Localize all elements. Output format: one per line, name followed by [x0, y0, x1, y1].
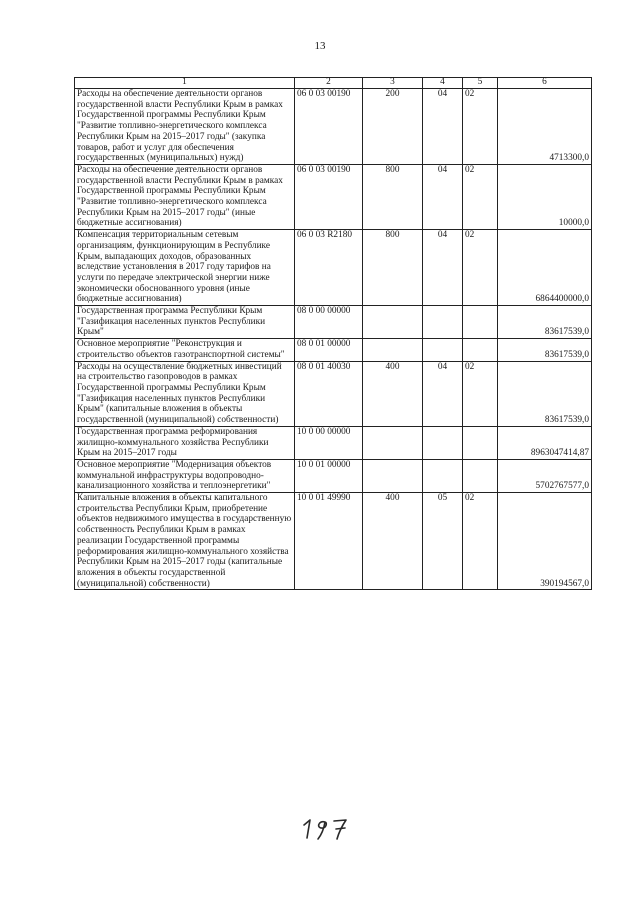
subsection-cell: 02 — [463, 230, 498, 306]
expense-name-cell: Основное мероприятие "Модернизация объектов коммунальной инфраструктуры водопроводно-канализационного хозяйства и теплоэнергетики" — [75, 459, 295, 492]
column-header: 5 — [463, 78, 498, 89]
target-code-cell: 08 0 00 00000 — [295, 306, 363, 339]
subsection-cell: 02 — [463, 89, 498, 165]
expense-name-cell: Капитальные вложения в объекты капитального строительства Республики Крым, приобретение объектов недвижимого имущества в государственную собственность Республики Крым в рамках реализации Государственной программы реформирования жилищно-коммунального хозяйства Республики Крым на 2015–2017 годы (капитальные вложения в объекты государственной (муниципальной) собственности) — [75, 493, 295, 590]
table-row — [75, 339, 592, 361]
section-cell — [423, 306, 463, 339]
handwritten-page-number — [298, 816, 358, 842]
expense-name-cell: Государственная программа реформирования жилищно-коммунального хозяйства Республики Крым на 2015–2017 годы — [75, 426, 295, 459]
expense-type-cell — [363, 339, 423, 361]
section-cell: 04 — [423, 361, 463, 426]
column-header: 4 — [423, 78, 463, 89]
subsection-cell — [463, 459, 498, 492]
target-code-cell: 08 0 01 40030 — [295, 361, 363, 426]
amount-cell: 83617539,0 — [498, 306, 592, 339]
table-row — [75, 361, 592, 426]
target-code-cell: 08 0 01 00000 — [295, 339, 363, 361]
expense-type-cell: 800 — [363, 230, 423, 306]
expense-type-cell: 800 — [363, 164, 423, 229]
section-cell — [423, 426, 463, 459]
section-cell: 04 — [423, 230, 463, 306]
expense-name-cell: Компенсация территориальным сетевым организациям, функционирующим в Республике Крым, выпадающих доходов, образованных вследствие установления в 2017 году тарифов на услуги по передаче электрической энергии ниже экономически обоснованного уровня (иные бюджетные ассигнования) — [75, 230, 295, 306]
subsection-cell — [463, 339, 498, 361]
section-cell — [423, 339, 463, 361]
subsection-cell — [463, 306, 498, 339]
table-row — [75, 459, 592, 492]
section-cell — [423, 459, 463, 492]
table-header-row — [75, 78, 592, 89]
section-cell: 05 — [423, 493, 463, 590]
amount-cell: 10000,0 — [498, 164, 592, 229]
section-cell: 04 — [423, 89, 463, 165]
expense-type-cell — [363, 306, 423, 339]
expense-name-cell: Основное мероприятие "Реконструкция и строительство объектов газотранспортной системы" — [75, 339, 295, 361]
expense-type-cell: 400 — [363, 361, 423, 426]
amount-cell: 6864400000,0 — [498, 230, 592, 306]
target-code-cell: 06 0 03 R2180 — [295, 230, 363, 306]
page-number: 13 — [314, 40, 326, 52]
amount-cell: 390194567,0 — [498, 493, 592, 590]
table-row — [75, 306, 592, 339]
subsection-cell — [463, 426, 498, 459]
amount-cell: 83617539,0 — [498, 361, 592, 426]
subsection-cell: 02 — [463, 164, 498, 229]
subsection-cell: 02 — [463, 361, 498, 426]
expense-name-cell: Расходы на обеспечение деятельности органов государственной власти Республики Крым в рамках Государственной программы Республики Крым "Развитие топливно-энергетического комплекса Республики Крым на 2015–2017 годы" (иные бюджетные ассигнования) — [75, 164, 295, 229]
expense-name-cell: Государственная программа Республики Крым "Газификация населенных пунктов Республики Крым" — [75, 306, 295, 339]
column-header: 6 — [498, 78, 592, 89]
expense-type-cell — [363, 426, 423, 459]
expense-type-cell — [363, 459, 423, 492]
table-row — [75, 164, 592, 229]
table-row — [75, 230, 592, 306]
table-row — [75, 493, 592, 590]
target-code-cell: 10 0 01 00000 — [295, 459, 363, 492]
expense-name-cell: Расходы на обеспечение деятельности органов государственной власти Республики Крым в рамках Государственной программы Республики Крым "Развитие топливно-энергетического комплекса Республики Крым на 2015–2017 годы" (закупка товаров, работ и услуг для обеспечения государственных (муниципальных) нужд) — [75, 89, 295, 165]
budget-table — [74, 77, 592, 590]
target-code-cell: 06 0 03 00190 — [295, 164, 363, 229]
table-row — [75, 89, 592, 165]
amount-cell: 5702767577,0 — [498, 459, 592, 492]
expense-type-cell: 400 — [363, 493, 423, 590]
table-row — [75, 426, 592, 459]
amount-cell: 8963047414,87 — [498, 426, 592, 459]
target-code-cell: 10 0 01 49990 — [295, 493, 363, 590]
section-cell: 04 — [423, 164, 463, 229]
target-code-cell: 06 0 03 00190 — [295, 89, 363, 165]
amount-cell: 4713300,0 — [498, 89, 592, 165]
target-code-cell: 10 0 00 00000 — [295, 426, 363, 459]
expense-name-cell: Расходы на осуществление бюджетных инвестиций на строительство газопроводов в рамках Государственной программы Республики Крым "Газификация населенных пунктов Республики Крым" (капитальные вложения в объекты государственной (муниципальной) собственности) — [75, 361, 295, 426]
expense-type-cell: 200 — [363, 89, 423, 165]
column-header: 3 — [363, 78, 423, 89]
column-header: 2 — [295, 78, 363, 89]
amount-cell: 83617539,0 — [498, 339, 592, 361]
subsection-cell: 02 — [463, 493, 498, 590]
column-header: 1 — [75, 78, 295, 89]
